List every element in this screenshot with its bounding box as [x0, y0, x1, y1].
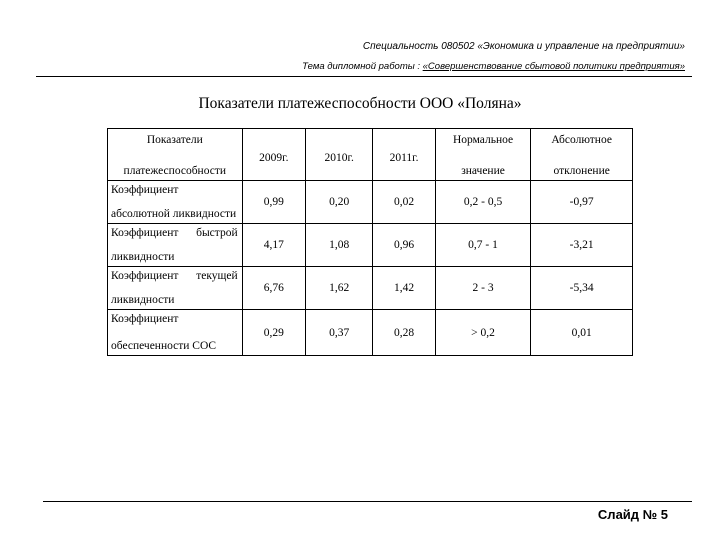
value-norm: 2 - 3	[435, 267, 531, 310]
value-norm: 0,7 - 1	[435, 224, 531, 267]
row-name-part1: Коэффициент	[111, 227, 179, 239]
header-2010: 2010г.	[306, 129, 373, 181]
row-name-part1: Коэффициент	[111, 313, 179, 325]
header-norm-line1: Нормальное	[452, 134, 514, 146]
row-name-part3: абсолютной ликвидности	[111, 208, 237, 220]
header-norm	[435, 129, 531, 181]
header-divider	[36, 76, 692, 77]
row-name-part2: текущей	[196, 270, 238, 282]
header-abs-line2: отклонение	[553, 165, 610, 177]
row-name-part3: ликвидности	[111, 251, 175, 263]
value-2011: 1,42	[373, 267, 435, 310]
header-norm-line2: значение	[461, 165, 505, 177]
header-2011: 2011г.	[373, 129, 435, 181]
header-indicator	[108, 129, 243, 181]
value-2009: 0,29	[242, 310, 305, 356]
value-abs: -3,21	[531, 224, 633, 267]
value-2009: 4,17	[242, 224, 305, 267]
page-title: Показатели платежеспособности ООО «Поляна»	[198, 95, 522, 112]
value-2009: 0,99	[242, 181, 305, 224]
table-row	[108, 224, 633, 267]
row-name-part3: обеспеченности СОС	[111, 340, 217, 352]
footer-divider	[43, 501, 692, 502]
row-name-part2: быстрой	[196, 227, 238, 239]
value-2010: 1,08	[306, 224, 373, 267]
thesis-prefix: Тема дипломной работы :	[302, 61, 423, 72]
thesis-topic-line	[200, 61, 685, 72]
value-2011: 0,96	[373, 224, 435, 267]
slide-number: Слайд № 5	[597, 507, 668, 522]
value-2011: 0,02	[373, 181, 435, 224]
table-row	[108, 267, 633, 310]
value-abs: 0,01	[531, 310, 633, 356]
row-indicator-name	[108, 181, 243, 224]
table-row	[108, 181, 633, 224]
table-header-row	[108, 129, 633, 181]
row-name-part1: Коэффициент	[111, 270, 179, 282]
specialty-line: Специальность 080502 «Экономика и управление на предприятии»	[362, 41, 685, 52]
header-2009: 2009г.	[242, 129, 305, 181]
row-name-part1: Коэффициент	[111, 184, 179, 196]
solvency-table	[107, 128, 633, 356]
header-abs	[531, 129, 633, 181]
row-indicator-name	[108, 310, 243, 356]
row-indicator-name	[108, 224, 243, 267]
value-norm: 0,2 - 0,5	[435, 181, 531, 224]
header-abs-line1: Абсолютное	[551, 134, 612, 146]
value-norm: > 0,2	[435, 310, 531, 356]
header-indicator-line1: Показатели	[146, 134, 203, 146]
value-2010: 0,20	[306, 181, 373, 224]
header-indicator-line2: платежеспособности	[123, 165, 227, 177]
value-2010: 1,62	[306, 267, 373, 310]
value-2011: 0,28	[373, 310, 435, 356]
table-row	[108, 310, 633, 356]
value-2009: 6,76	[242, 267, 305, 310]
value-abs: -5,34	[531, 267, 633, 310]
thesis-topic: «Совершенствование сбытовой политики предприятия»	[422, 61, 685, 72]
value-2010: 0,37	[306, 310, 373, 356]
row-name-part3: ликвидности	[111, 294, 175, 306]
value-abs: -0,97	[531, 181, 633, 224]
row-indicator-name	[108, 267, 243, 310]
